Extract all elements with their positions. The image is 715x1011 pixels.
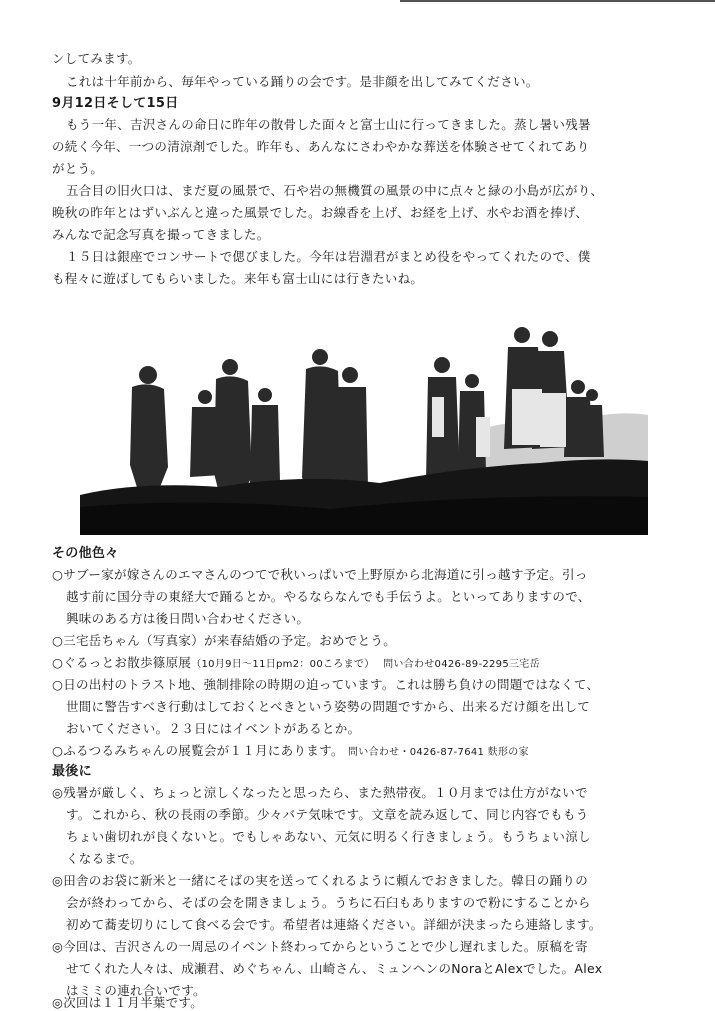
list-item: ◎田舎のお袋に新米と一緒にそばの実を送ってくれるように頼んでおきました。韓日の踊りの	[52, 873, 589, 888]
text-line: がとう。	[52, 161, 104, 176]
list-item-cont: ちょい歯切れが良くないと。でもしゃあない、元気に明るく行きましょう。もうちょい涼し	[66, 829, 591, 844]
text-line: 晩秋の昨年とはずいぶんと違った風景でした。お線香を上げ、お経を上げ、水やお酒を捧げ、	[52, 205, 589, 220]
section-heading-misc: その他色々	[52, 546, 119, 561]
section-heading-closing: 最後に	[52, 764, 92, 779]
text-line: これは十年前から、毎年やっている踊りの会です。是非顔を出してみてください。	[66, 74, 539, 89]
text-line: もう一年、吉沢さんの命日に昨年の散骨した面々と富士山に行ってきました。蒸し暑い残暑	[66, 117, 591, 132]
text-line: 五合目の旧火口は、まだ夏の風景で、石や岩の無機質の風景の中に点々と緑の小島が広がり、	[66, 183, 604, 198]
list-item: ◎今回は、吉沢さんの一周忌のイベント終わってからということで少し遅れました。原稿を寄	[52, 939, 588, 954]
group-photo-image	[80, 297, 648, 535]
list-item-cont: せてくれた人々は、成瀬君、めぐちゃん、山崎さん、ミュンヘンのNoraとAlexでした。Alex	[66, 961, 603, 976]
group-photo	[80, 297, 648, 535]
list-item-cont: おいてください。２３日にはイベントがあるとか。	[66, 721, 361, 736]
list-item	[52, 741, 529, 763]
section-heading-sept: 9月12日そして15日	[52, 96, 179, 111]
list-item: ○サブー家が嫁さんのエマさんのつてで秋いっぱいで上野原から北海道に引っ越す予定。引っ	[52, 567, 588, 582]
top-edge-line	[400, 0, 715, 2]
text-line: ンしてみます。	[52, 51, 141, 66]
text-line: みんなで記念写真を撮ってきました。	[52, 227, 270, 242]
list-item: ◎次回は１１月半葉です。	[52, 995, 204, 1010]
list-item-cont: 興味のある方は後日問い合わせください。	[66, 611, 310, 626]
list-item-detail: （10月9日～11日pm2：00ころまで）	[191, 659, 375, 670]
list-item-contact: 問い合わせ・0426-87-7641 麩形の家	[347, 747, 529, 758]
list-item-main: ○ぐるっとお散歩篠原展	[52, 655, 192, 670]
list-item-cont: す。これから、秋の長雨の季節。少々バテ気味です。文章を読み返して、同じ内容でももう	[66, 807, 589, 822]
list-item	[52, 653, 540, 675]
list-item-main: ○ふるつるみちゃんの展覧会が１１月にあります。	[52, 743, 344, 758]
list-item-cont: くなるまで。	[66, 851, 143, 866]
list-item: ○三宅岳ちゃん（写真家）が来春結婚の予定。おめでとう。	[52, 633, 397, 648]
list-item: ○日の出村のトラスト地、強制排除の時期の迫っています。これは勝ち負けの問題ではなくて、	[52, 677, 600, 692]
list-item-cont: はミミの連れ合いです。	[66, 983, 206, 998]
list-item-cont: 世間に警告すべき行動はしておくとべきという姿勢の問題ですから、出来るだけ顔を出して	[66, 699, 591, 714]
text-line: の続く今年、一つの清涼剤でした。昨年も、あんなにさわやかな葬送を体験させてくれてあり	[52, 139, 590, 154]
list-item: ◎残暑が厳しく、ちょっと涼しくなったと思ったら、また熱帯夜。１０月までは仕方がないで	[52, 785, 588, 800]
list-item-contact: 問い合わせ0426-89-2295三宅岳	[383, 659, 540, 670]
list-item-cont: 初めて蕎麦切りにして食べる会です。希望者は連絡ください。詳細が決まったら連絡します。	[66, 917, 602, 932]
text-line: も程々に遊ばしてもらいました。来年も富士山には行きたいね。	[52, 271, 424, 286]
list-item-cont: 会が終わってから、そばの会を開きましょう。うちに石臼もありますので粉にすることから	[66, 895, 591, 910]
list-item-cont: 越す前に国分寺の東経大で踊るとか。やるならなんでも手伝うよ。といってありますので、	[66, 589, 591, 604]
text-line: １５日は銀座でコンサートで偲びました。今年は岩淵君がまとめ役をやってくれたので、僕	[66, 249, 591, 264]
